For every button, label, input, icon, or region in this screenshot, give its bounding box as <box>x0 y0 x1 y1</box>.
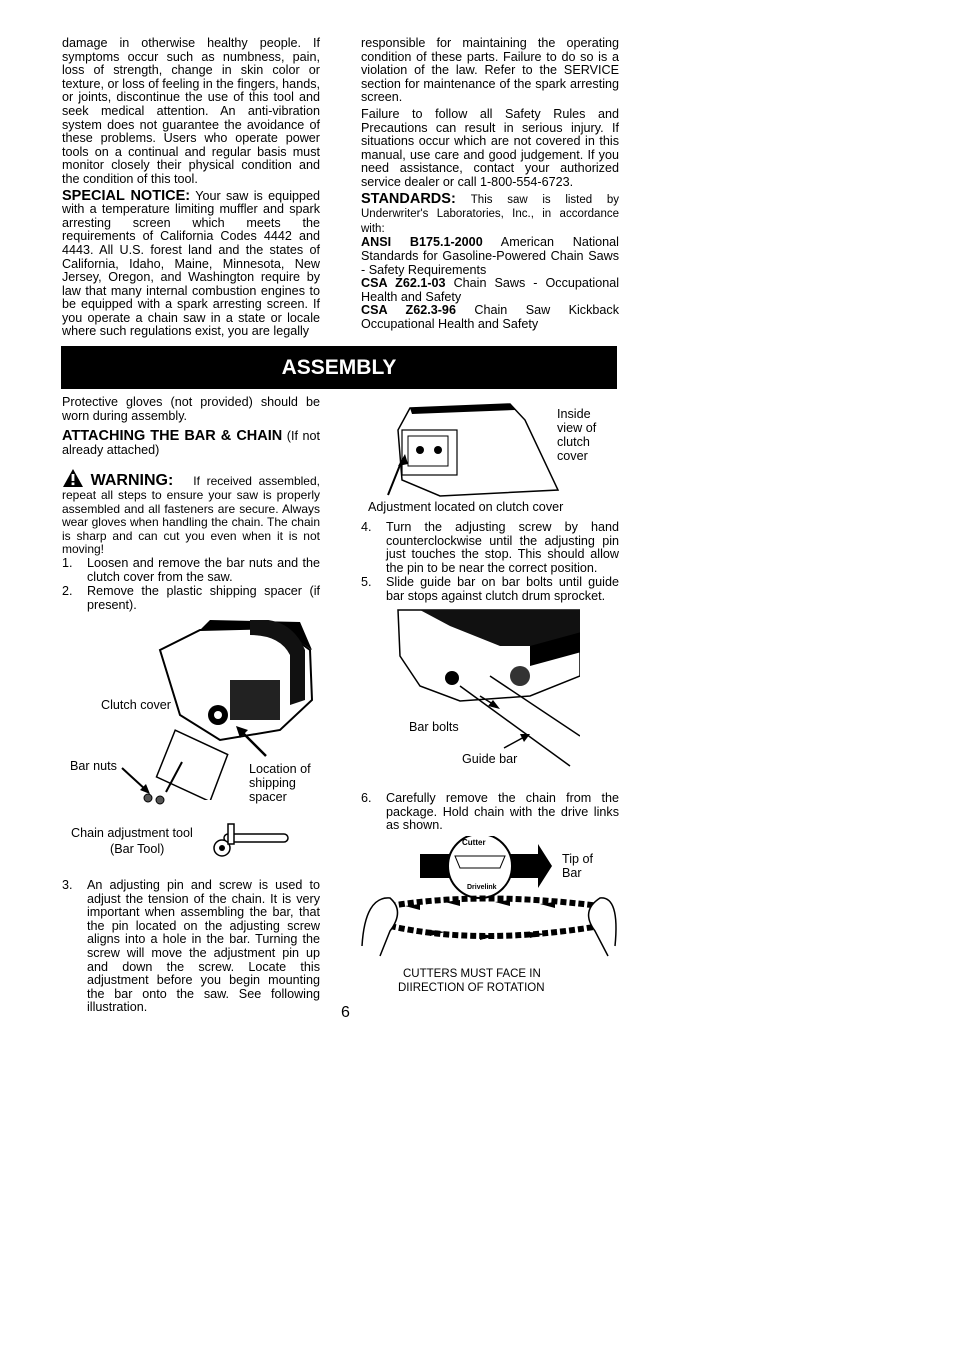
shipping-spacer-arrow <box>230 720 270 760</box>
tool-label-line2: (Bar Tool) <box>110 842 165 856</box>
cutters-caption-line2: DIIRECTION OF ROTATION <box>398 982 545 994</box>
csa1-code: CSA Z62.1-03 <box>361 276 446 291</box>
steps-1-2 <box>62 557 320 612</box>
steps-4-5-block <box>361 521 619 605</box>
tool-label-line1: Chain adjustment tool <box>71 826 193 840</box>
inside-view-label: Inside view of clutch cover <box>557 407 597 463</box>
bar-bolts-illustration <box>380 606 580 776</box>
warning-triangle-icon <box>62 468 84 488</box>
bar-nuts-arrows <box>120 760 200 830</box>
ansi-text: American National Standards for Gasoline-Powered Chain Saws - Safety Requirements <box>361 235 619 277</box>
step-6: 6. Carefully remove the chain from the package. Hold chain with the drive links as shown. <box>361 791 619 833</box>
assembly-banner: ASSEMBLY <box>61 346 617 389</box>
attach-paragraph <box>62 430 320 457</box>
bar-nuts-label: Bar nuts <box>70 759 117 773</box>
clutch-cover-label: Clutch cover <box>101 698 171 712</box>
tip-of-bar-label: Tip of Bar <box>562 852 594 880</box>
bar-tool-icon <box>212 822 292 862</box>
inside-clutch-cover-illustration <box>380 400 580 500</box>
ansi-code: ANSI B175.1-2000 <box>361 235 483 250</box>
attach-note: (If not already attached) <box>62 429 321 457</box>
step-4: 4. Turn the adjusting screw by hand counterclockwise until the adjusting pin just touches the stop. This should allow the pin to be near the correct position. <box>361 520 619 575</box>
assembly-left-column <box>62 396 320 613</box>
csa1-text: Chain Saws - Occupational Health and Safety <box>361 276 619 304</box>
responsible-paragraph: responsible for maintaining the operating condition of these parts. Failure to do so is a violation of the law. Refer to the SERVICE section for maintenance of the spark arresting screen. <box>361 36 619 105</box>
drivelink-label: Drivelink <box>467 884 497 891</box>
ansi-standard <box>361 236 619 277</box>
attach-heading: ATTACHING THE BAR & CHAIN <box>62 428 283 445</box>
column-1-top <box>62 37 320 342</box>
step-5: 5. Slide guide bar on bar bolts until guide bar stops against clutch drum sprocket. <box>361 575 619 603</box>
special-notice-text: Your saw is equipped with a temperature limiting muffler and spark arresting screen which meets the requirements of California Codes 4442 and 4443. All U.S. forest land and the states of California, Idaho, Maine, Minnesota, New Jersey, Oregon, and Washington require by law that many internal combustion engines to be equipped with a spark arresting screen. If you operate a chain saw in a state or locale where such regulations exist, you are legally <box>62 188 321 339</box>
step-2: 2. Remove the plastic shipping spacer (if present). <box>62 584 320 612</box>
csa2-standard <box>361 304 619 331</box>
step-1: 1. Loosen and remove the bar nuts and the clutch cover from the saw. <box>62 555 320 584</box>
page-number: 6 <box>341 1004 350 1021</box>
special-notice-paragraph <box>62 187 321 340</box>
standards-text: This saw is listed by Underwriter's Laboratories, Inc., in accordance with: <box>361 193 619 235</box>
step-3: 3. An adjusting pin and screw is used to adjust the tension of the chain. It is very important when assembling the bar, that the pin located on the adjusting screw aligns into a hole in the bar. Turning the screw will move the adjustment pin up and down the screw. Locate this adjustment before you begin mounting the bar onto the saw. See following illustration. <box>62 878 320 1015</box>
step-6-block <box>361 792 619 834</box>
guide-bar-label: Guide bar <box>462 752 518 766</box>
shipping-spacer-label: Location of shipping spacer <box>249 762 311 804</box>
warning-heading: WARNING: <box>90 472 174 490</box>
adjustment-caption: Adjustment located on clutch cover <box>368 500 564 514</box>
csa1-standard <box>361 277 619 304</box>
warning-paragraph <box>62 465 320 557</box>
step-3-block <box>62 879 320 1016</box>
csa2-code: CSA Z62.3-96 <box>361 303 456 318</box>
column-2-top <box>361 37 619 331</box>
standards-heading: STANDARDS: <box>361 190 456 207</box>
gloves-paragraph: Protective gloves (not provided) should be worn during assembly. <box>62 395 320 423</box>
cutter-label: Cutter <box>462 838 486 847</box>
bar-bolts-label: Bar bolts <box>409 720 459 734</box>
standards-paragraph <box>361 190 619 237</box>
failure-paragraph: Failure to follow all Safety Rules and Precautions can result in serious injury. If situations occur which are not covered in this manual, use care and good judgement. If you need assistance, contact your authorized service dealer or call 1-800-554-6723. <box>361 106 619 189</box>
csa2-text: Chain Saw Kickback Occupational Health and Safety <box>361 303 620 331</box>
vibration-paragraph: damage in otherwise healthy people. If symptoms occur such as numbness, pain, loss of strength, change in skin color or texture, or loss of feeling in the fingers, hands, or joints, discontinue the use of this tool and seek medical attention. An anti-vibration system does not guarantee the avoidance of these problems. Users who operate power tools on a continual and regular basis must monitor closely their physical condition and the condition of this tool. <box>62 36 320 186</box>
cutters-caption-line1: CUTTERS MUST FACE IN <box>403 968 541 980</box>
warning-text: If received assembled, repeat all steps to ensure your saw is properly assembled and all fasteners are secure. Always wear gloves when handling the chain. The chain is sharp and can cut you even when it is not moving! <box>62 474 320 557</box>
special-notice-heading: SPECIAL NOTICE: <box>62 187 191 204</box>
